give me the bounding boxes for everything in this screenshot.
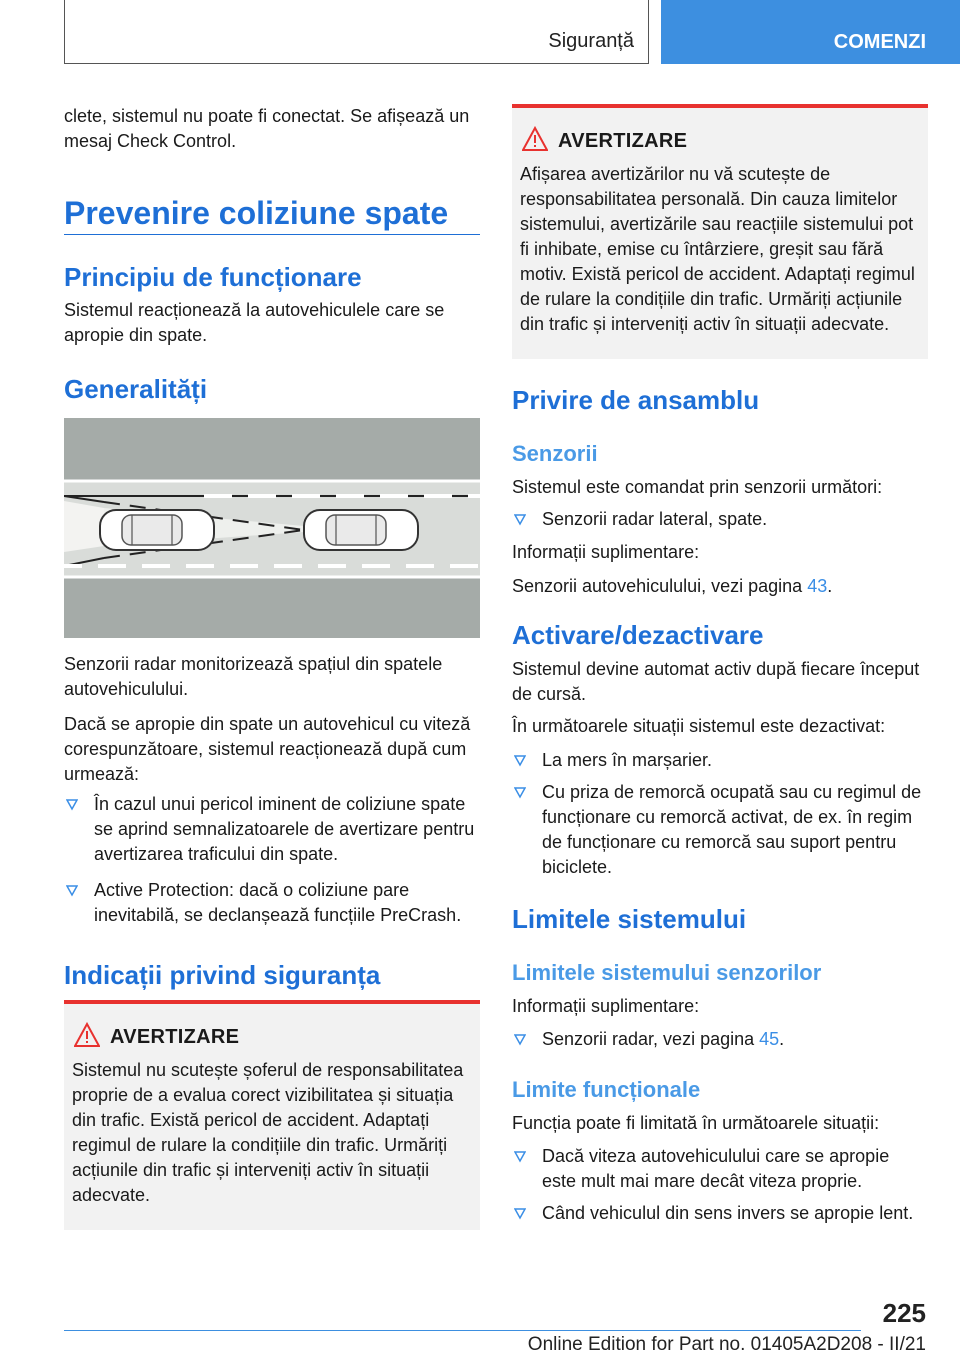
bullet-text: Când vehiculul din sens invers se apropie lent. bbox=[542, 1203, 914, 1223]
bullet-triangle-icon bbox=[66, 885, 78, 897]
section-title: Siguranță bbox=[548, 30, 634, 52]
bullet-speed bbox=[512, 1144, 928, 1194]
functional-text: Funcția poate fi limitată în următoarele situații: bbox=[512, 1113, 880, 1133]
sensors-text: Sistemul este comandat prin senzorii următori: bbox=[512, 477, 883, 497]
bullet-radar-ref bbox=[512, 1027, 928, 1052]
sensors-heading: Senzorii bbox=[512, 441, 598, 466]
title-rule bbox=[64, 234, 480, 235]
footer-rule bbox=[64, 1330, 861, 1331]
edition-text: Online Edition for Part no. 01405A2D208 - II/21 bbox=[527, 1334, 926, 1355]
bullet-sensors bbox=[512, 507, 928, 532]
bullet-triangle-icon bbox=[514, 787, 526, 799]
principle-heading: Principiu de funcționare bbox=[64, 262, 362, 292]
deactivated-text: În următoarele situații sistemul este dezactivat: bbox=[512, 716, 886, 736]
warning-triangle-icon bbox=[74, 1022, 100, 1048]
reference-text: Senzorii autovehiculului, vezi pagina bbox=[512, 576, 803, 596]
more-info-text: Informații suplimentare: bbox=[512, 542, 700, 562]
principle-text: Sistemul reacționează la autovehiculele care se apropie din spate. bbox=[64, 300, 445, 345]
page-link-45[interactable]: 45 bbox=[759, 1029, 780, 1049]
bullet-oncoming bbox=[512, 1201, 928, 1226]
bullet-text: În cazul unui pericol iminent de coliziune spate se aprind semnalizatoarele de avertizare pentru avertizarea traficului din spate. bbox=[94, 794, 475, 864]
activation-heading: Activare/dezactivare bbox=[512, 620, 764, 650]
sensors-reference: Senzorii autovehiculului, vezi pagina 43. bbox=[512, 576, 833, 596]
page-number: 225 bbox=[882, 1298, 926, 1328]
warning-text: Afișarea avertizărilor nu vă scutește de responsabilitatea personală. Din cauza limitelor sistemului, avertizările sau reacțiile sistemului pot fi inhibate, emise cu întârziere, greșit sau fără motiv. Există pericol de accident. Adaptați regimul de rulare la condițiile din trafic. Urmăriți acțiunile din trafic și interveniți activ în situații adecvate. bbox=[520, 164, 915, 334]
bullet-text: Senzorii radar, vezi pagina 45. bbox=[542, 1029, 785, 1049]
bullet-warning-lights bbox=[64, 792, 480, 867]
edition-line bbox=[0, 1334, 926, 1356]
limits-heading: Limitele sistemului bbox=[512, 904, 747, 934]
warning-title: AVERTIZARE bbox=[558, 130, 688, 152]
bullet-text: Active Protection: dacă o coliziune pare inevitabilă, se declanșează funcțiile PreCrash. bbox=[94, 880, 462, 925]
functional-limits-heading: Limite funcționale bbox=[512, 1077, 701, 1102]
safety-heading: Indicații privind siguranța bbox=[64, 960, 381, 990]
rear-collision-illustration bbox=[64, 418, 480, 638]
warning-title: AVERTIZARE bbox=[110, 1026, 240, 1048]
warning-triangle-icon bbox=[522, 126, 548, 152]
general-heading: Generalități bbox=[64, 374, 208, 404]
bullet-reverse bbox=[512, 748, 928, 773]
sensor-limits-heading: Limitele sistemului senzorilor bbox=[512, 960, 822, 985]
bullet-triangle-icon bbox=[514, 1034, 526, 1046]
bullet-triangle-icon bbox=[66, 799, 78, 811]
rear-car bbox=[100, 510, 214, 550]
bullet-triangle-icon bbox=[514, 755, 526, 767]
illustration-caption: Senzorii radar monitorizează spațiul din spatele autovehiculului. bbox=[64, 654, 443, 699]
bullet-triangle-icon bbox=[514, 1151, 526, 1163]
page-link-43[interactable]: 43 bbox=[807, 576, 828, 596]
bullet-active-protection bbox=[64, 878, 480, 928]
activation-text: Sistemul devine automat activ după fiecare început de cursă. bbox=[512, 659, 920, 704]
header-chapter-tab[interactable] bbox=[661, 0, 960, 64]
page-title: Prevenire coliziune spate bbox=[64, 195, 449, 231]
chapter-title: COMENZI bbox=[833, 31, 926, 53]
bullet-text: Senzorii radar lateral, spate. bbox=[542, 509, 768, 529]
reference-text: Senzorii radar, vezi pagina bbox=[542, 1029, 755, 1049]
more-info-text-2: Informații suplimentare: bbox=[512, 996, 700, 1016]
warning-box-right bbox=[512, 104, 928, 359]
approach-text: Dacă se apropie din spate un autovehicul cu viteză corespunzătoare, sistemul reacționează după cum urmează: bbox=[64, 714, 471, 784]
warning-text: Sistemul nu scutește șoferul de responsabilitatea proprie de a evalua corect vizibilitatea și situația din trafic. Există pericol de accident. Adaptați regimul de rulare la condițiile din trafic. Urmăriți acțiunile din trafic și interveniți activ în situații adecvate. bbox=[72, 1060, 464, 1205]
bullet-text: Cu priza de remorcă ocupată sau cu regimul de funcționare cu remorcă activat, de ex. în regim de funcționare cu remorcă sau suport pentru biciclete. bbox=[542, 782, 922, 877]
intro-text: clete, sistemul nu poate fi conectat. Se afișează un mesaj Check Control. bbox=[64, 106, 470, 151]
overview-heading: Privire de ansamblu bbox=[512, 385, 760, 415]
bullet-triangle-icon bbox=[514, 1208, 526, 1220]
bullet-trailer bbox=[512, 780, 928, 880]
bullet-triangle-icon bbox=[514, 514, 526, 526]
warning-box-left bbox=[64, 1000, 480, 1230]
bullet-text: Dacă viteza autovehiculului care se apropie este mult mai mare decât viteza proprie. bbox=[542, 1146, 890, 1191]
front-car bbox=[304, 510, 418, 550]
header-section-box bbox=[64, 0, 649, 64]
bullet-text: La mers în marșarier. bbox=[542, 750, 713, 770]
